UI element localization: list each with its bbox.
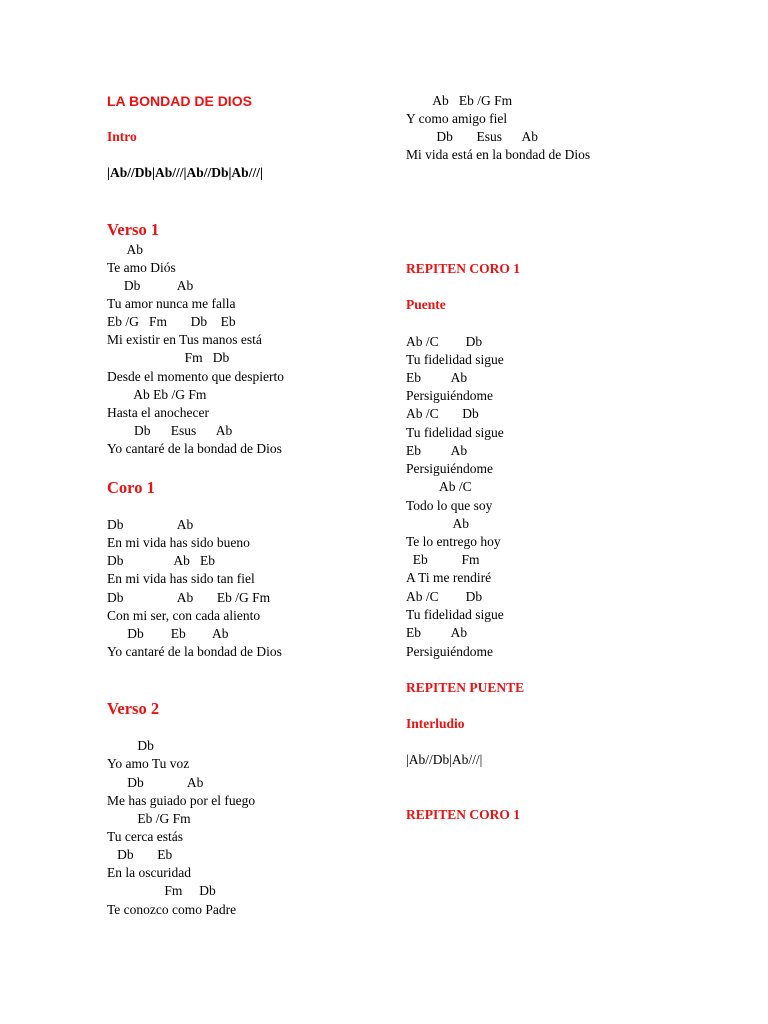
verse2-line: Db: [107, 738, 154, 753]
continued-line: Ab Eb /G Fm: [406, 93, 513, 108]
puente-line: Ab /C: [406, 479, 472, 494]
puente-line: Eb Ab: [406, 370, 468, 385]
puente-line: Tu fidelidad sigue: [406, 425, 504, 440]
verse1-line: Yo cantaré de la bondad de Dios: [107, 441, 282, 456]
puente-line: Ab /C Db: [406, 406, 479, 421]
verse2-line: En la oscuridad: [107, 865, 191, 880]
puente-line: Persiguiéndome: [406, 644, 493, 659]
coro1-line: Db Ab Eb: [107, 553, 215, 568]
coro1-heading: Coro 1: [107, 478, 155, 497]
coro1-line: En mi vida has sido tan fiel: [107, 571, 255, 586]
verse1-line: Ab Eb /G Fm: [107, 387, 207, 402]
verse2-line: Eb /G Fm: [107, 811, 191, 826]
intro-heading: Intro: [107, 129, 137, 144]
puente-line: Ab /C Db: [406, 589, 483, 604]
coro1-line: En mi vida has sido bueno: [107, 535, 250, 550]
verse1-line: Mi existir en Tus manos está: [107, 332, 262, 347]
continued-line: Db Esus Ab: [406, 129, 539, 144]
puente-line: Persiguiéndome: [406, 461, 493, 476]
puente-line: Tu fidelidad sigue: [406, 352, 504, 367]
verse1-line: Hasta el anochecer: [107, 405, 209, 420]
verse2-line: Db Ab: [107, 775, 204, 790]
verse1-line: Db Ab: [107, 278, 194, 293]
verse1-line: Db Esus Ab: [107, 423, 233, 438]
song-title: LA BONDAD DE DIOS: [107, 93, 252, 109]
verse1-line: Eb /G Fm Db Eb: [107, 314, 236, 329]
puente-line: A Ti me rendiré: [406, 570, 492, 585]
interludio-heading: Interludio: [406, 716, 465, 731]
verse2-line: Db Eb: [107, 847, 173, 862]
puente-line: Tu fidelidad sigue: [406, 607, 504, 622]
verse2-line: Me has guiado por el fuego: [107, 793, 256, 808]
puente-line: Todo lo que soy: [406, 498, 493, 513]
verse1-line: Desde el momento que despierto: [107, 369, 284, 384]
repiten-coro1-label: REPITEN CORO 1: [406, 261, 521, 276]
verse1-heading: Verso 1: [107, 220, 160, 239]
repiten-coro1-final-label: REPITEN CORO 1: [406, 807, 521, 822]
verse2-line: Tu cerca estás: [107, 829, 183, 844]
puente-line: Ab: [406, 516, 470, 531]
coro1-line: Con mi ser, con cada aliento: [107, 608, 261, 623]
puente-line: Eb Fm: [406, 552, 480, 567]
puente-line: Ab /C Db: [406, 334, 483, 349]
verse2-line: Yo amo Tu voz: [107, 756, 190, 771]
continued-line: Y como amigo fiel: [406, 111, 508, 126]
verse2-line: Te conozco como Padre: [107, 902, 237, 917]
coro1-line: Db Eb Ab: [107, 626, 229, 641]
puente-line: Persiguiéndome: [406, 388, 493, 403]
interludio-chords: |Ab//Db|Ab///|: [406, 752, 483, 767]
puente-line: Eb Ab: [406, 625, 468, 640]
puente-heading: Puente: [406, 297, 446, 312]
puente-line: Te lo entrego hoy: [406, 534, 501, 549]
verse1-line: Tu amor nunca me falla: [107, 296, 236, 311]
repiten-puente-label: REPITEN PUENTE: [406, 680, 525, 695]
verse1-line: Te amo Diós: [107, 260, 176, 275]
continued-line: Mi vida está en la bondad de Dios: [406, 147, 591, 162]
verse1-line: Fm Db: [107, 350, 230, 365]
verse1-line: Ab: [107, 242, 144, 257]
coro1-line: Yo cantaré de la bondad de Dios: [107, 644, 282, 659]
verse2-heading: Verso 2: [107, 699, 160, 718]
coro1-line: Db Ab: [107, 517, 194, 532]
coro1-line: Db Ab Eb /G Fm: [107, 590, 271, 605]
puente-line: Eb Ab: [406, 443, 468, 458]
verse2-line: Fm Db: [107, 883, 216, 898]
intro-chords: |Ab//Db|Ab///|Ab//Db|Ab///|: [107, 165, 263, 180]
